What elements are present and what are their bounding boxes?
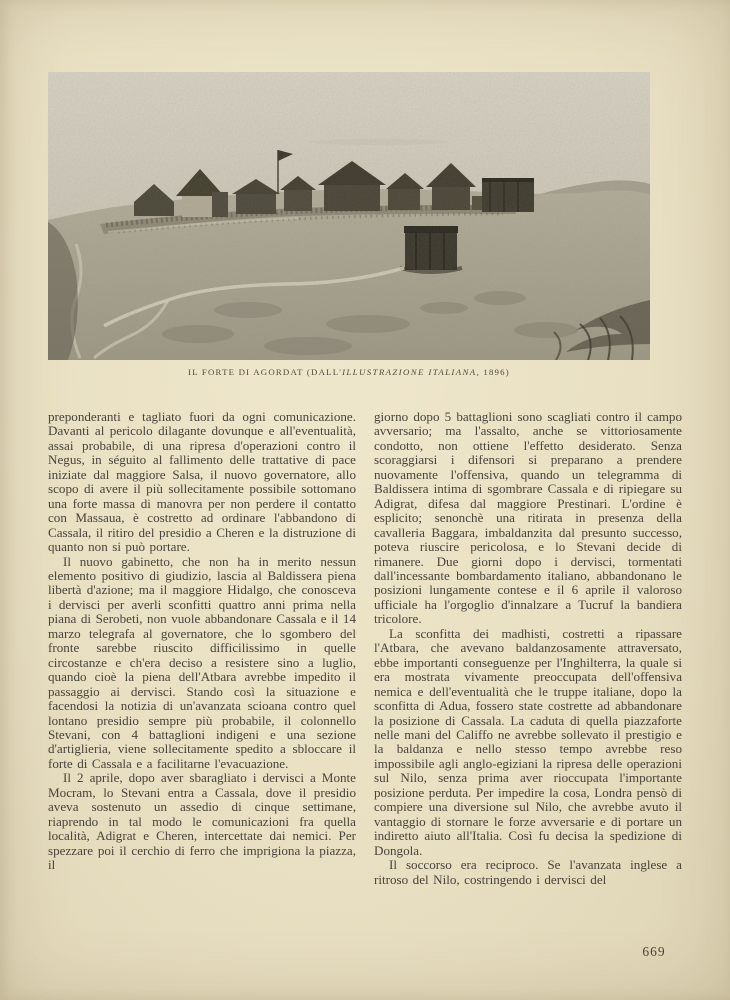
caption-prefix: IL FORTE DI AGORDAT (DALL' bbox=[188, 367, 343, 377]
fort-photo-illustration bbox=[48, 72, 650, 360]
fort-photograph bbox=[48, 72, 650, 360]
paragraph: Il 2 aprile, dopo aver sbaragliato i dervisci a Monte Mocram, lo Stevani entra a Cassala, dove il presidio aveva sostenuto un assedio di cinque settimane, riaprendo in tal modo le comunicazioni fra quella località, Adigrat e Cheren, intercettate dai nemici. Per spezzare poi il cerchio di ferro che imprigiona la piazza, il bbox=[48, 770, 356, 873]
paragraph: preponderanti e tagliato fuori da ogni comunicazione. Davanti al pericolo dilagante dovunque e all'eventualità, assai probabile, di una ripresa d'operazioni contro il Negus, in séguito al fallimento delle trattative di pace iniziate dal maggiore Salsa, il nuovo governatore, allo scopo di avere il più sollecitamente possibile sottomano una forte massa di manovra per non perdere il contatto con Massaua, è costretto ad ordinare l'abbandono di Cassala, il ritiro del presidio a Cheren e la distruzione di quanto non si può portare. bbox=[48, 410, 356, 555]
page-number: 669 bbox=[642, 944, 666, 959]
paragraph: giorno dopo 5 battaglioni sono scagliati contro il campo avversario; ma l'assalto, anche se vittoriosamente condotto, non ottiene l'effetto desiderato. Senza scoraggiarsi i difensori si preparano a prendere nuovamente l'offensiva, quando un telegramma di Baldissera intima di sgombrare Cassala e di ripiegare su Adigrat, difesa dal maggiore Prestinari. L'ordine è esplicito; senonchè una ritirata in presenza della cavalleria Baggara, imbaldanzita dal presunto successo, poteva riuscire pericolosa, e lo Stevani decide di rimanere. Due giorni dopo i dervisci, tormentati dall'incessante bombardamento italiano, abbandonano le posizioni lungamente contese e il 6 aprile il valoroso ufficiale ha l'orgoglio d'innalzare a Tucruf la bandiera tricolore. bbox=[374, 410, 682, 627]
text-column-left bbox=[48, 410, 356, 938]
caption-suffix: , 1896) bbox=[476, 367, 510, 377]
text-column-right bbox=[374, 410, 682, 938]
photo-caption bbox=[48, 367, 650, 377]
paragraph: Il soccorso era reciproco. Se l'avanzata inglese a ritroso del Nilo, costringendo i dervisci del bbox=[374, 857, 682, 887]
photo-grain-overlay bbox=[48, 72, 650, 360]
paragraph: La sconfitta dei madhisti, costretti a ripassare l'Atbara, che avevano baldanzosamente attraversato, ebbe importanti conseguenze per l'Inghilterra, la quale si era mostrata vivamente preoccupata dell'offensiva nemica e dell'eventualità che le truppe italiane, dopo la sconfitta di Adua, fossero state costrette ad abbandonare la posizione di Cassala. La caduta di quella piazzaforte nelle mani del Califfo ne avrebbe sollevato il prestigio e la baldanza e nello stesso tempo avrebbe reso impossibile agli anglo-egiziani la ripresa delle operazioni sul Nilo, senza prima aver rioccupata l'importante posizione perduta. Per impedire la cosa, Londra pensò di compiere una diversione sul Nilo, che avrebbe avuto il vantaggio di stornare le forze avversarie e di portare un indiretto aiuto all'Italia. Così fu decisa la spedizione di Dongola. bbox=[374, 625, 682, 858]
caption-italic-title: ILLUSTRAZIONE ITALIANA bbox=[342, 367, 477, 377]
paragraph: Il nuovo gabinetto, che non ha in merito nessun elemento positivo di giudizio, lascia al Baldissera piena libertà d'azione; ma il maggiore Hidalgo, che conosceva i dervisci per averli sconfitti quattro anni prima nella piana di Serobeti, non vuole abbandonare Cassala e il 14 marzo telegrafa al governatore, che lo sgombero del fronte sarebbe riuscito difficilissimo in quelle circostanze e ch'era deciso a resistere sino a luglio, quando cioè la piena dell'Atbara avrebbe impedito il passaggio ai dervisci. Stando così la situazione e facendosi la notizia di un'avanzata scioana contro quel lontano presidio sempre più probabile, il colonnello Stevani, con 4 battaglioni indigeni e una sezione d'artiglieria, viene sollecitamente spedito a sbloccare il forte di Cassala e a facilitarne l'evacuazione. bbox=[48, 553, 356, 771]
